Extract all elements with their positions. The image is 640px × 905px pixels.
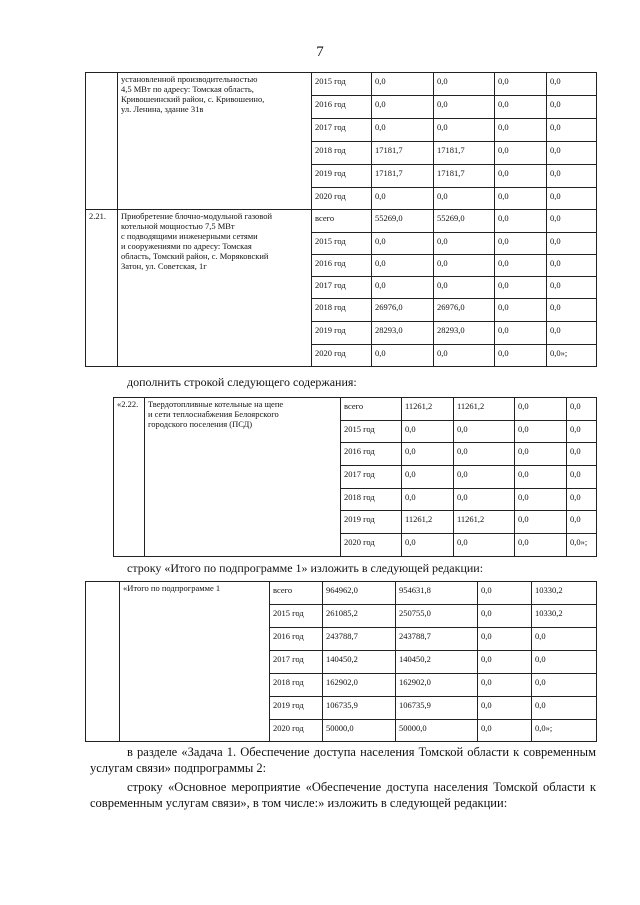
- item-description: установленной производительностью 4,5 МВт по адресу: Томская область, Кривошеинский район, с. Кривошеино, ул. Ленина, здание 31в: [118, 73, 312, 210]
- value-cell: 0,0: [495, 255, 547, 277]
- value-cell: 0,0: [434, 255, 495, 277]
- value-cell: 0,0: [372, 73, 434, 96]
- value-cell: 0,0: [567, 466, 597, 489]
- lead-text-add-row: дополнить строкой следующего содержания:: [127, 375, 357, 389]
- year-cell: 2015 год: [312, 73, 372, 96]
- value-cell: 26976,0: [434, 299, 495, 322]
- value-cell: 0,0»;: [567, 534, 597, 557]
- value-cell: 0,0: [402, 534, 454, 557]
- item-description: Приобретение блочно-модульной газовой котельной мощностью 7,5 МВт с подводящими инженерными сетями и сооружениями по адресу: Томская область, Томский район, с. Моряковский Затон, ул. Советская, 1г: [118, 210, 312, 367]
- value-cell: 140450,2: [323, 651, 396, 674]
- value-cell: 50000,0: [396, 720, 478, 742]
- value-cell: 0,0: [547, 210, 597, 233]
- body-paragraph-instruction: строку «Основное мероприятие «Обеспечение доступа населения Томской области к современным услугам связи», в том числе:» изложить в следующей редакции:: [90, 780, 596, 810]
- table-row: [86, 210, 597, 233]
- value-cell: 0,0: [515, 534, 567, 557]
- value-cell: 26976,0: [372, 299, 434, 322]
- value-cell: 0,0: [454, 466, 515, 489]
- value-cell: 0,0: [434, 119, 495, 142]
- value-cell: 0,0: [495, 345, 547, 367]
- value-cell: 0,0: [454, 443, 515, 466]
- item-code: «2.22.: [114, 398, 145, 557]
- value-cell: 0,0: [434, 233, 495, 255]
- year-cell: всего: [312, 210, 372, 233]
- value-cell: 11261,2: [454, 398, 515, 421]
- value-cell: 11261,2: [454, 511, 515, 534]
- value-cell: 261085,2: [323, 605, 396, 628]
- year-cell: 2017 год: [341, 466, 402, 489]
- year-cell: 2020 год: [270, 720, 323, 742]
- item-description: Твердотопливные котельные на щепе и сети теплоснабжения Белоярского городского поселения (ПСД): [145, 398, 341, 557]
- value-cell: 0,0: [532, 674, 597, 697]
- table-row: [86, 73, 597, 96]
- value-cell: 0,0: [495, 299, 547, 322]
- value-cell: 0,0: [567, 421, 597, 443]
- value-cell: 0,0: [547, 165, 597, 188]
- value-cell: 250755,0: [396, 605, 478, 628]
- value-cell: 0,0: [547, 299, 597, 322]
- value-cell: 17181,7: [372, 142, 434, 165]
- value-cell: 0,0: [532, 651, 597, 674]
- value-cell: 0,0: [515, 489, 567, 511]
- value-cell: 0,0: [567, 398, 597, 421]
- value-cell: 106735,9: [323, 697, 396, 720]
- budget-table-item-2-22: [113, 397, 597, 557]
- value-cell: 0,0: [478, 674, 532, 697]
- year-cell: всего: [341, 398, 402, 421]
- value-cell: 0,0: [402, 489, 454, 511]
- value-cell: 0,0: [402, 421, 454, 443]
- value-cell: 0,0: [547, 277, 597, 299]
- year-cell: 2017 год: [312, 119, 372, 142]
- value-cell: 0,0: [434, 73, 495, 96]
- year-cell: 2016 год: [312, 255, 372, 277]
- value-cell: 0,0»;: [532, 720, 597, 742]
- value-cell: 0,0: [515, 443, 567, 466]
- value-cell: 0,0: [547, 188, 597, 210]
- value-cell: 0,0: [372, 188, 434, 210]
- year-cell: 2016 год: [312, 96, 372, 119]
- year-cell: 2019 год: [312, 165, 372, 188]
- value-cell: 11261,2: [402, 398, 454, 421]
- value-cell: 0,0: [495, 73, 547, 96]
- value-cell: 0,0: [567, 443, 597, 466]
- value-cell: 0,0: [547, 322, 597, 345]
- value-cell: 0,0: [547, 119, 597, 142]
- year-cell: 2017 год: [270, 651, 323, 674]
- value-cell: 243788,7: [323, 628, 396, 651]
- value-cell: 140450,2: [396, 651, 478, 674]
- value-cell: 0,0: [454, 489, 515, 511]
- body-paragraph-section: в разделе «Задача 1. Обеспечение доступа населения Томской области к современным услугам связи» подпрограммы 2:: [90, 745, 596, 775]
- value-cell: 0,0: [532, 697, 597, 720]
- value-cell: 0,0: [567, 489, 597, 511]
- item-code: [86, 73, 118, 210]
- item-description: «Итого по подпрограмме 1: [120, 582, 270, 742]
- value-cell: 964962,0: [323, 582, 396, 605]
- value-cell: 0,0: [547, 96, 597, 119]
- value-cell: 17181,7: [434, 165, 495, 188]
- year-cell: 2015 год: [341, 421, 402, 443]
- value-cell: 0,0: [495, 119, 547, 142]
- value-cell: 10330,2: [532, 605, 597, 628]
- value-cell: 0,0: [495, 165, 547, 188]
- year-cell: 2019 год: [341, 511, 402, 534]
- value-cell: 0,0: [478, 628, 532, 651]
- value-cell: 50000,0: [323, 720, 396, 742]
- year-cell: 2018 год: [312, 299, 372, 322]
- value-cell: 0,0: [515, 421, 567, 443]
- year-cell: 2018 год: [270, 674, 323, 697]
- budget-table-item-2-21: [85, 209, 597, 367]
- year-cell: 2017 год: [312, 277, 372, 299]
- year-cell: 2020 год: [312, 345, 372, 367]
- value-cell: 162902,0: [396, 674, 478, 697]
- value-cell: 28293,0: [372, 322, 434, 345]
- value-cell: 0,0: [515, 466, 567, 489]
- year-cell: 2015 год: [312, 233, 372, 255]
- year-cell: 2019 год: [312, 322, 372, 345]
- value-cell: 0,0: [547, 142, 597, 165]
- year-cell: 2015 год: [270, 605, 323, 628]
- value-cell: 0,0: [495, 96, 547, 119]
- value-cell: 0,0: [495, 188, 547, 210]
- budget-table-continuation: [85, 72, 597, 210]
- year-cell: 2016 год: [341, 443, 402, 466]
- value-cell: 0,0: [547, 73, 597, 96]
- value-cell: 0,0: [495, 233, 547, 255]
- value-cell: 0,0: [495, 142, 547, 165]
- year-cell: 2016 год: [270, 628, 323, 651]
- value-cell: 0,0: [495, 277, 547, 299]
- value-cell: 0,0: [515, 398, 567, 421]
- value-cell: 0,0: [434, 345, 495, 367]
- item-code: 2.21.: [86, 210, 118, 367]
- value-cell: 0,0: [454, 421, 515, 443]
- value-cell: 0,0: [402, 443, 454, 466]
- page-number: 7: [316, 44, 324, 60]
- value-cell: 0,0: [547, 233, 597, 255]
- value-cell: 0,0: [478, 582, 532, 605]
- value-cell: 0,0: [478, 651, 532, 674]
- value-cell: 0,0: [372, 119, 434, 142]
- budget-table-subprogram-total: [85, 581, 597, 742]
- value-cell: 0,0: [372, 96, 434, 119]
- value-cell: 0,0: [478, 697, 532, 720]
- lead-text-total-row: строку «Итого по подпрограмме 1» изложить в следующей редакции:: [127, 561, 484, 575]
- value-cell: 0,0: [402, 466, 454, 489]
- year-cell: 2020 год: [341, 534, 402, 557]
- value-cell: 954631,8: [396, 582, 478, 605]
- value-cell: 0,0: [478, 720, 532, 742]
- value-cell: 0,0: [434, 277, 495, 299]
- value-cell: 0,0: [372, 233, 434, 255]
- value-cell: 10330,2: [532, 582, 597, 605]
- value-cell: 0,0: [532, 628, 597, 651]
- value-cell: 0,0: [434, 188, 495, 210]
- item-code: [86, 582, 120, 742]
- year-cell: 2020 год: [312, 188, 372, 210]
- value-cell: 17181,7: [434, 142, 495, 165]
- value-cell: 0,0: [515, 511, 567, 534]
- value-cell: 243788,7: [396, 628, 478, 651]
- year-cell: 2018 год: [341, 489, 402, 511]
- year-cell: 2019 год: [270, 697, 323, 720]
- value-cell: 0,0: [372, 345, 434, 367]
- value-cell: 0,0: [454, 534, 515, 557]
- value-cell: 106735,9: [396, 697, 478, 720]
- value-cell: 0,0: [372, 277, 434, 299]
- value-cell: 0,0: [567, 511, 597, 534]
- value-cell: 0,0»;: [547, 345, 597, 367]
- value-cell: 0,0: [547, 255, 597, 277]
- value-cell: 17181,7: [372, 165, 434, 188]
- value-cell: 0,0: [495, 210, 547, 233]
- table-row: [86, 582, 597, 605]
- value-cell: 0,0: [478, 605, 532, 628]
- value-cell: 162902,0: [323, 674, 396, 697]
- value-cell: 0,0: [495, 322, 547, 345]
- year-cell: 2018 год: [312, 142, 372, 165]
- table-row: [114, 398, 597, 421]
- value-cell: 0,0: [372, 255, 434, 277]
- value-cell: 55269,0: [434, 210, 495, 233]
- value-cell: 11261,2: [402, 511, 454, 534]
- value-cell: 28293,0: [434, 322, 495, 345]
- value-cell: 55269,0: [372, 210, 434, 233]
- year-cell: всего: [270, 582, 323, 605]
- value-cell: 0,0: [434, 96, 495, 119]
